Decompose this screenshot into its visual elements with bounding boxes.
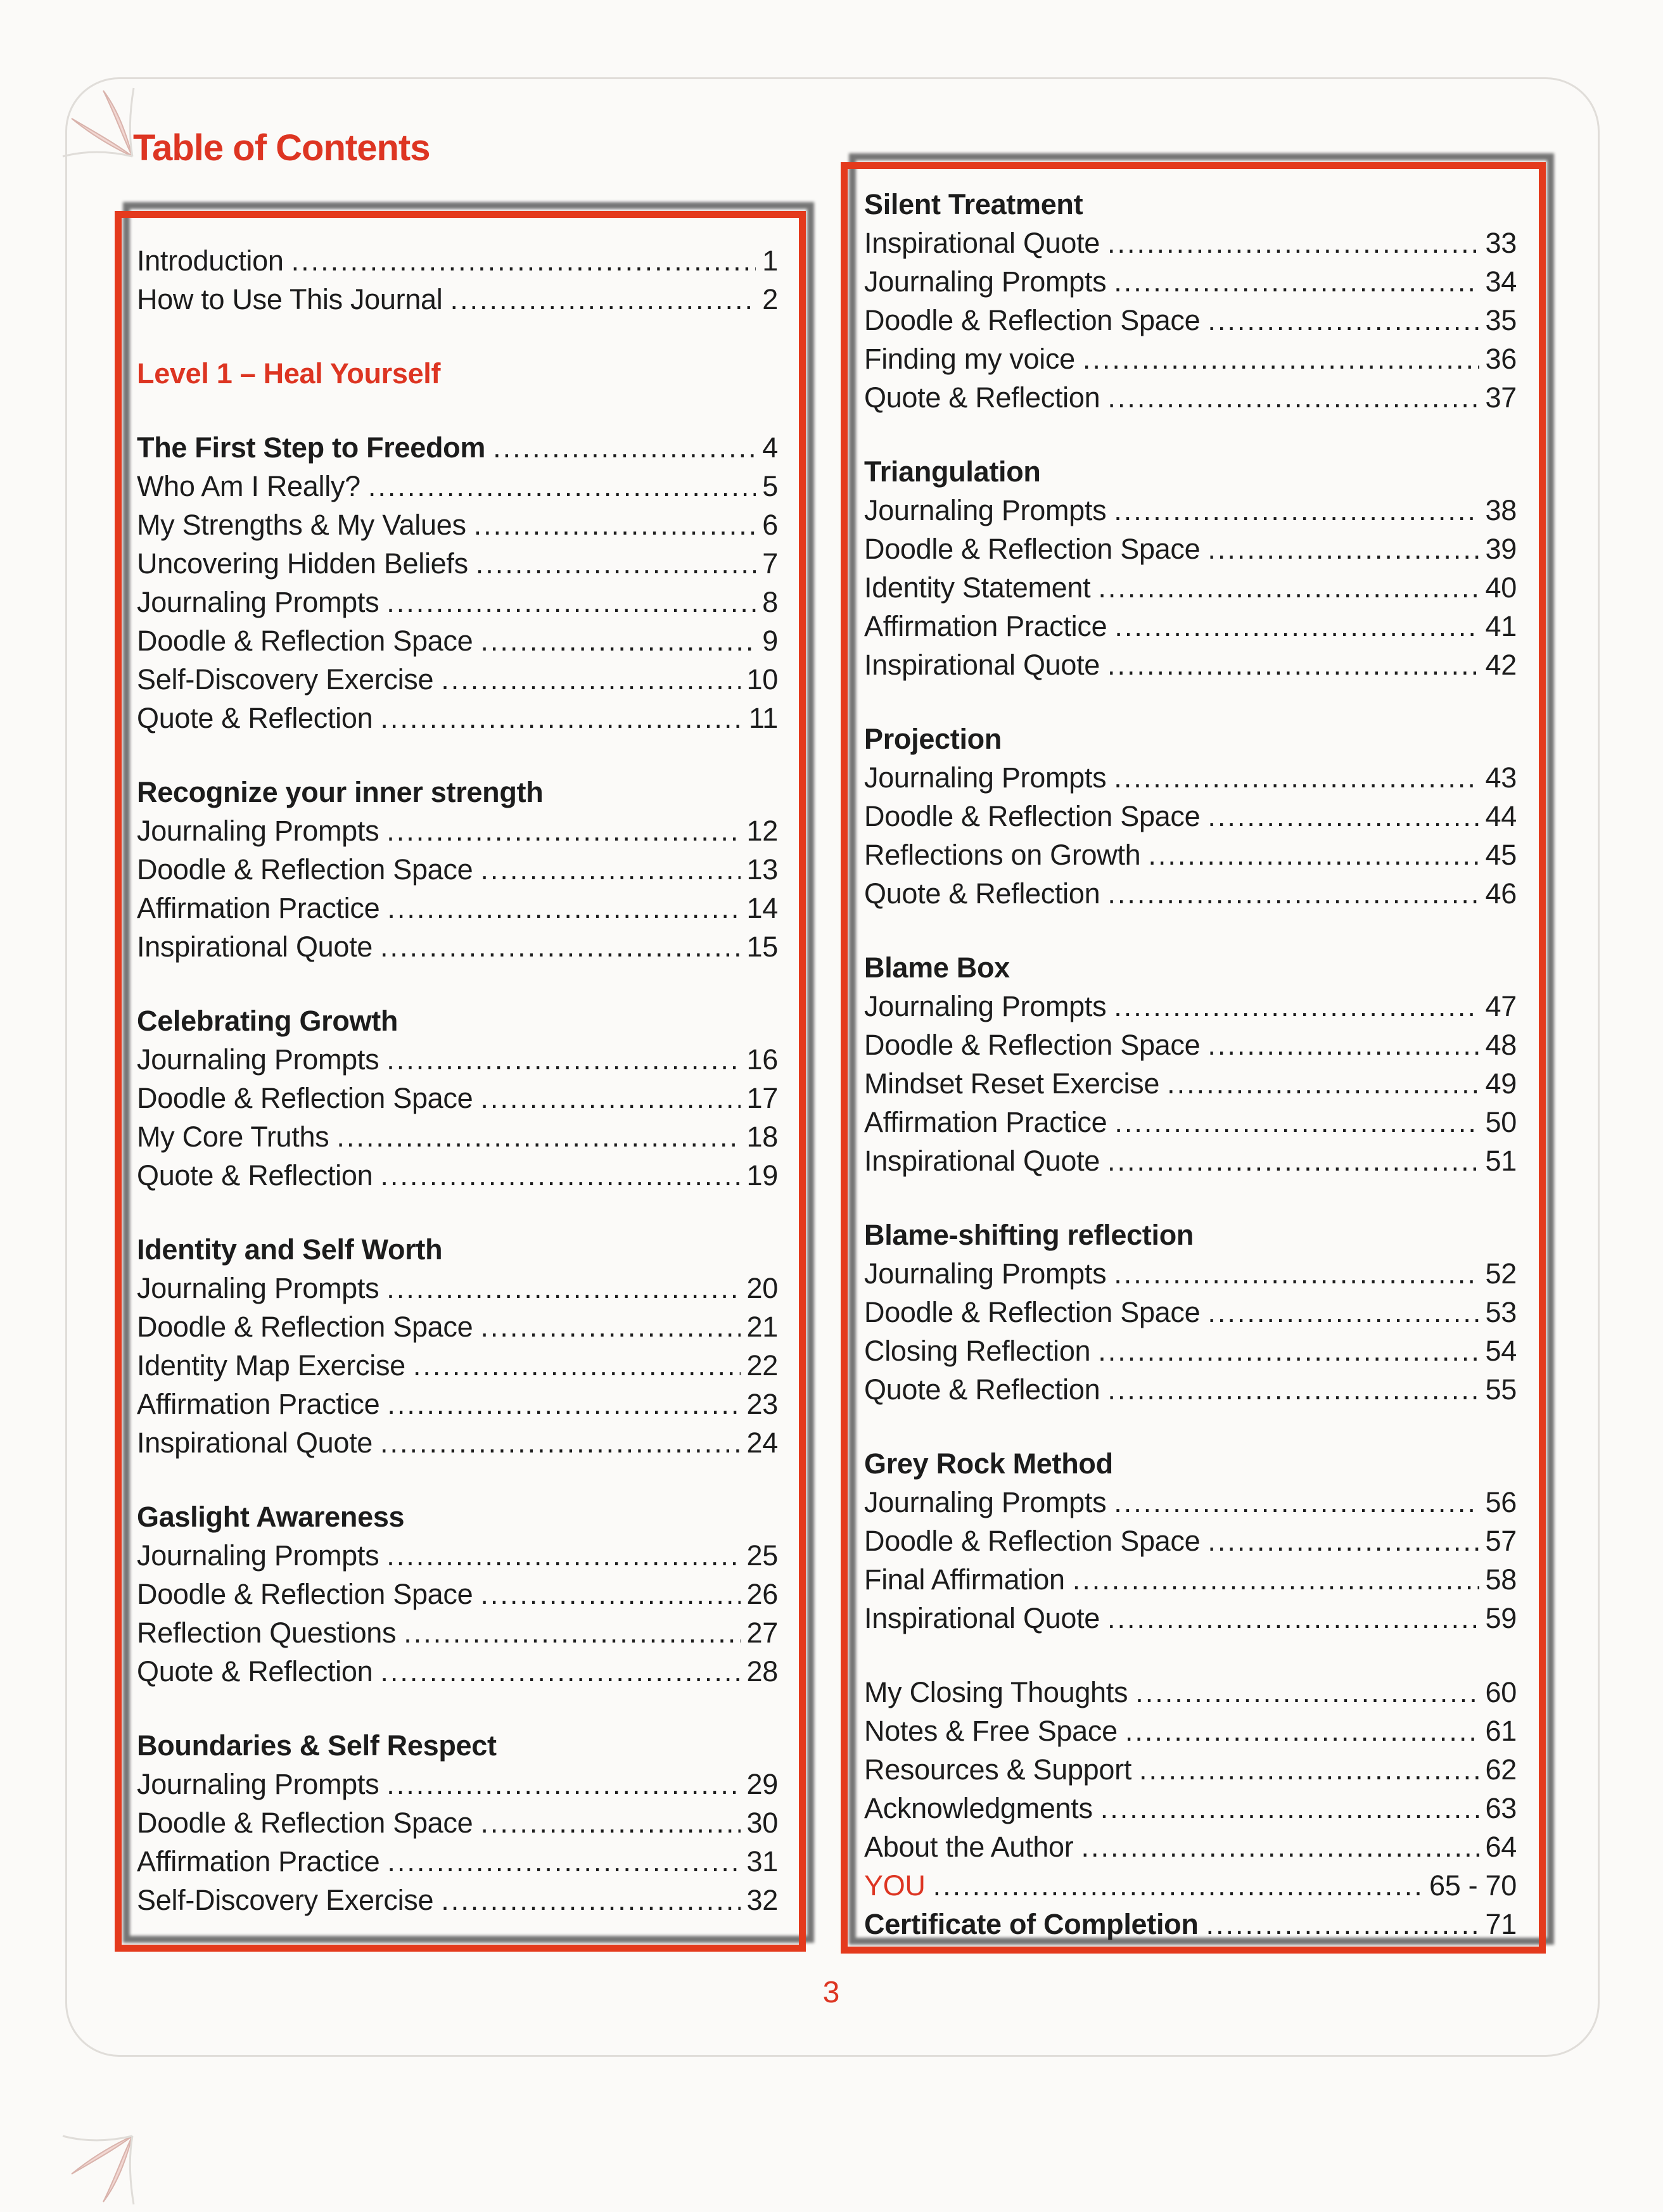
dot-leader: [441, 1881, 740, 1919]
toc-section: [137, 773, 778, 966]
toc-entry: [864, 491, 1517, 530]
toc-entry-page: 27: [746, 1617, 778, 1649]
toc-entry-label: Quote & Reflection: [137, 702, 373, 734]
dot-leader: [1100, 1789, 1479, 1827]
toc-entry-page: 43: [1485, 761, 1517, 794]
toc-entry-label: Doodle & Reflection Space: [864, 1029, 1201, 1061]
toc-section-heading: Boundaries & Self Respect: [137, 1729, 497, 1762]
toc-entry-page: 29: [746, 1768, 778, 1800]
toc-entry-page: 18: [746, 1121, 778, 1153]
toc-entry: [137, 1269, 778, 1307]
toc-entry: [864, 645, 1517, 684]
toc-entry-label: Doodle & Reflection Space: [137, 625, 473, 657]
toc-entry: [864, 987, 1517, 1026]
dot-leader: [1114, 607, 1479, 645]
dot-leader: [1207, 1293, 1479, 1332]
dot-leader: [1114, 262, 1479, 301]
toc-entry: [137, 1765, 778, 1803]
toc-entry: [864, 1141, 1517, 1180]
toc-entry-page: 28: [746, 1655, 778, 1688]
dot-leader: [1207, 301, 1479, 340]
dot-leader: [480, 1803, 740, 1842]
dot-leader: [380, 699, 742, 737]
toc-entry-page: 63: [1485, 1792, 1517, 1824]
toc-entry-label: How to Use This Journal: [137, 283, 443, 315]
dot-leader: [1114, 491, 1479, 530]
toc-entry: [137, 1575, 778, 1613]
dot-leader: [1107, 874, 1479, 913]
toc-section: [137, 1230, 778, 1462]
toc-entry: [864, 1522, 1517, 1560]
toc-entry-page: 41: [1485, 610, 1517, 642]
toc-entry-page: 46: [1485, 877, 1517, 910]
toc-entry: [137, 467, 778, 505]
toc-section-heading: Blame Box: [864, 951, 1010, 984]
toc-section-heading: Blame-shifting reflection: [864, 1219, 1194, 1251]
dot-leader: [1107, 224, 1479, 262]
toc-entry-page: 4: [762, 431, 778, 464]
toc-entry-label: Doodle & Reflection Space: [864, 800, 1201, 832]
toc-entry: [137, 889, 778, 927]
toc-entry-label: Affirmation Practice: [137, 892, 380, 924]
toc-entry-page: 60: [1485, 1676, 1517, 1708]
toc-entry: [864, 1103, 1517, 1141]
toc-entry-label: Doodle & Reflection Space: [137, 1807, 473, 1839]
dot-leader: [1083, 340, 1479, 378]
toc-section: [137, 1726, 778, 1919]
toc-entry-label: Doodle & Reflection Space: [864, 533, 1201, 565]
toc-entry-page: 8: [762, 586, 778, 618]
toc-entry-page: 54: [1485, 1335, 1517, 1367]
toc-entry-label: Inspirational Quote: [864, 1602, 1100, 1634]
toc-entry-page: 45: [1485, 839, 1517, 871]
toc-entry: [137, 428, 778, 467]
toc-entry: [137, 280, 778, 319]
dot-leader: [380, 1652, 740, 1691]
dot-leader: [386, 1536, 740, 1575]
toc-entry-page: 23: [746, 1388, 778, 1420]
dot-leader: [1107, 645, 1479, 684]
toc-entry: [864, 758, 1517, 797]
toc-entry: [864, 1905, 1517, 1943]
toc-entry-page: 17: [746, 1082, 778, 1114]
dot-leader: [480, 850, 740, 889]
toc-entry-page: 32: [746, 1884, 778, 1916]
toc-section: [137, 354, 778, 393]
toc-entry-label: Doodle & Reflection Space: [864, 1296, 1201, 1328]
dot-leader: [450, 280, 756, 319]
toc-entry-page: 13: [746, 853, 778, 886]
dot-leader: [386, 583, 756, 621]
toc-entry: [137, 241, 778, 280]
toc-entry: [864, 1370, 1517, 1409]
dot-leader: [1107, 1141, 1479, 1180]
toc-entry-label: Doodle & Reflection Space: [864, 304, 1201, 336]
toc-entry-label: Affirmation Practice: [137, 1388, 380, 1420]
toc-entry-label: Journaling Prompts: [137, 1768, 379, 1800]
toc-entry: [137, 1117, 778, 1156]
dot-leader: [413, 1346, 741, 1385]
toc-entry: [137, 1079, 778, 1117]
toc-entry: [137, 699, 778, 737]
dot-leader: [1098, 568, 1479, 607]
dot-leader: [387, 889, 740, 927]
toc-entry-label: Mindset Reset Exercise: [864, 1067, 1160, 1100]
toc-section-heading: Level 1 – Heal Yourself: [137, 357, 441, 390]
toc-entry-page: 11: [748, 702, 778, 734]
page-number: 3: [822, 1976, 840, 2009]
toc-entry-label: Affirmation Practice: [137, 1845, 380, 1878]
toc-entry-page: 2: [762, 283, 778, 315]
toc-entry-page: 42: [1485, 649, 1517, 681]
toc-entry-label: Journaling Prompts: [864, 1257, 1107, 1290]
toc-entry-label: Doodle & Reflection Space: [137, 853, 473, 886]
toc-entry: [137, 1040, 778, 1079]
toc-entry: [137, 621, 778, 660]
toc-entry-label: The First Step to Freedom: [137, 431, 486, 464]
toc-entry-page: 33: [1485, 227, 1517, 259]
toc-entry-label: Journaling Prompts: [137, 586, 379, 618]
toc-entry-label: Quote & Reflection: [137, 1159, 373, 1192]
toc-entry: [864, 530, 1517, 568]
toc-entry: [864, 874, 1517, 913]
dot-leader: [1081, 1827, 1479, 1866]
toc-entry-label: Journaling Prompts: [864, 1486, 1107, 1518]
dot-leader: [1114, 1483, 1479, 1522]
toc-entry-page: 21: [746, 1311, 778, 1343]
toc-entry: [137, 1156, 778, 1195]
dot-leader: [1135, 1673, 1479, 1712]
dot-leader: [336, 1117, 740, 1156]
toc-section-heading: Identity and Self Worth: [137, 1233, 443, 1266]
toc-entry-label: Inspirational Quote: [864, 227, 1100, 259]
dot-leader: [1073, 1560, 1479, 1599]
toc-entry-page: 39: [1485, 533, 1517, 565]
toc-entry-label: Doodle & Reflection Space: [137, 1311, 473, 1343]
toc-entry-label: My Strengths & My Values: [137, 509, 466, 541]
toc-entry: [137, 1842, 778, 1881]
toc-entry: [137, 1423, 778, 1462]
toc-entry-page: 25: [746, 1539, 778, 1572]
toc-entry: [864, 1064, 1517, 1103]
dot-leader: [476, 544, 756, 583]
dot-leader: [380, 1156, 740, 1195]
toc-column-right: [841, 162, 1546, 1954]
toc-entry-label: Inspirational Quote: [137, 931, 373, 963]
dot-leader: [1167, 1064, 1479, 1103]
dot-leader: [493, 428, 756, 467]
toc-entry-label: Journaling Prompts: [137, 1539, 379, 1572]
toc-entry-page: 62: [1485, 1753, 1517, 1786]
toc-section: [864, 1673, 1517, 1943]
toc-section-heading: Gaslight Awareness: [137, 1501, 405, 1533]
toc-section: [137, 241, 778, 319]
dot-leader: [1148, 836, 1479, 874]
left-toc-box: [115, 211, 806, 1952]
toc-entry-page: 55: [1485, 1373, 1517, 1406]
toc-entry: [864, 607, 1517, 645]
dot-leader: [480, 1079, 740, 1117]
toc-entry-label: Doodle & Reflection Space: [137, 1578, 473, 1610]
toc-entry: [864, 262, 1517, 301]
toc-column-left: [115, 211, 806, 1952]
toc-entry: [864, 836, 1517, 874]
toc-entry-label: YOU: [864, 1869, 926, 1902]
toc-entry-page: 53: [1485, 1296, 1517, 1328]
toc-entry: [864, 568, 1517, 607]
toc-entry: [864, 340, 1517, 378]
toc-entry-label: Self-Discovery Exercise: [137, 663, 434, 696]
dot-leader: [1098, 1332, 1479, 1370]
toc-entry-page: 40: [1485, 571, 1517, 604]
toc-entry-label: Acknowledgments: [864, 1792, 1093, 1824]
toc-entry: [137, 583, 778, 621]
toc-entry: [864, 301, 1517, 340]
dot-leader: [1207, 1026, 1479, 1064]
toc-entry-page: 37: [1485, 381, 1517, 414]
toc-entry-page: 15: [746, 931, 778, 963]
dot-leader: [380, 1423, 740, 1462]
toc-entry: [137, 1385, 778, 1423]
dot-leader: [1206, 1905, 1479, 1943]
toc-entry-page: 34: [1485, 265, 1517, 298]
dot-leader: [386, 1269, 740, 1307]
toc-section-heading: Projection: [864, 723, 1002, 755]
toc-section: [864, 452, 1517, 684]
toc-entry: [137, 1613, 778, 1652]
toc-entry: [864, 1789, 1517, 1827]
toc-entry: [137, 1803, 778, 1842]
dot-leader: [291, 241, 756, 280]
dot-leader: [1125, 1712, 1479, 1750]
toc-entry-label: Journaling Prompts: [137, 815, 379, 847]
toc-entry: [137, 505, 778, 544]
dot-leader: [1207, 797, 1479, 836]
toc-entry-label: Journaling Prompts: [864, 761, 1107, 794]
toc-entry-label: My Core Truths: [137, 1121, 329, 1153]
toc-entry-page: 61: [1485, 1715, 1517, 1747]
toc-entry: [864, 1293, 1517, 1332]
toc-entry: [864, 1560, 1517, 1599]
toc-entry-label: Quote & Reflection: [864, 381, 1100, 414]
toc-entry-page: 57: [1485, 1525, 1517, 1557]
toc-entry-page: 16: [746, 1043, 778, 1076]
toc-entry-page: 59: [1485, 1602, 1517, 1634]
toc-entry-label: Journaling Prompts: [137, 1043, 379, 1076]
toc-entry: [137, 1307, 778, 1346]
toc-entry-page: 48: [1485, 1029, 1517, 1061]
toc-entry-page: 5: [762, 470, 778, 502]
dot-leader: [1114, 1103, 1479, 1141]
toc-section-heading: Triangulation: [864, 455, 1041, 488]
toc-entry: [137, 1881, 778, 1919]
dot-leader: [368, 467, 756, 505]
dot-leader: [441, 660, 740, 699]
toc-entry-label: Resources & Support: [864, 1753, 1132, 1786]
toc-section-heading: Silent Treatment: [864, 188, 1083, 220]
toc-section: [864, 1444, 1517, 1637]
dot-leader: [386, 1765, 740, 1803]
toc-section: [137, 1497, 778, 1691]
dot-leader: [386, 1040, 740, 1079]
toc-entry: [137, 850, 778, 889]
toc-entry-page: 35: [1485, 304, 1517, 336]
dot-leader: [1207, 1522, 1479, 1560]
dot-leader: [387, 1385, 740, 1423]
dot-leader: [480, 1575, 740, 1613]
toc-section: [864, 720, 1517, 913]
toc-entry: [864, 797, 1517, 836]
toc-entry-label: Reflections on Growth: [864, 839, 1141, 871]
toc-section: [864, 1216, 1517, 1409]
toc-section-heading: Recognize your inner strength: [137, 776, 544, 808]
toc-entry: [137, 660, 778, 699]
toc-entry-page: 56: [1485, 1486, 1517, 1518]
toc-entry-label: Affirmation Practice: [864, 610, 1107, 642]
dot-leader: [387, 1842, 740, 1881]
toc-entry-page: 50: [1485, 1106, 1517, 1138]
toc-entry-label: Introduction: [137, 245, 284, 277]
dot-leader: [386, 811, 740, 850]
toc-entry: [864, 1750, 1517, 1789]
dot-leader: [480, 621, 756, 660]
dot-leader: [1114, 1254, 1479, 1293]
toc-entry: [137, 544, 778, 583]
toc-entry-page: 65 - 70: [1429, 1869, 1517, 1902]
toc-entry-label: Inspirational Quote: [864, 1145, 1100, 1177]
toc-entry: [864, 1026, 1517, 1064]
dot-leader: [1207, 530, 1479, 568]
toc-entry-page: 52: [1485, 1257, 1517, 1290]
toc-entry: [864, 1866, 1517, 1905]
toc-entry-page: 22: [746, 1349, 778, 1382]
toc-entry: [864, 224, 1517, 262]
toc-entry-page: 30: [746, 1807, 778, 1839]
dot-leader: [1114, 987, 1479, 1026]
toc-entry-page: 14: [746, 892, 778, 924]
toc-entry: [864, 1599, 1517, 1637]
toc-entry-label: Quote & Reflection: [864, 1373, 1100, 1406]
toc-entry-label: Quote & Reflection: [864, 877, 1100, 910]
toc-entry-page: 58: [1485, 1563, 1517, 1596]
toc-section-heading: Celebrating Growth: [137, 1005, 398, 1037]
toc-entry-page: 20: [746, 1272, 778, 1304]
toc-entry: [864, 1712, 1517, 1750]
toc-entry-page: 6: [762, 509, 778, 541]
toc-entry-page: 51: [1485, 1145, 1517, 1177]
toc-entry-label: Identity Statement: [864, 571, 1091, 604]
toc-entry: [137, 1346, 778, 1385]
toc-entry-page: 19: [746, 1159, 778, 1192]
toc-entry-label: Journaling Prompts: [864, 265, 1107, 298]
toc-entry: [864, 1332, 1517, 1370]
toc-entry-label: Affirmation Practice: [864, 1106, 1107, 1138]
toc-entry-page: 1: [762, 245, 778, 277]
toc-entry-label: Doodle & Reflection Space: [864, 1525, 1201, 1557]
dot-leader: [1107, 378, 1479, 417]
toc-entry: [864, 1827, 1517, 1866]
toc-entry-label: Identity Map Exercise: [137, 1349, 405, 1382]
toc-entry-label: Journaling Prompts: [864, 494, 1107, 526]
toc-entry-label: Closing Reflection: [864, 1335, 1091, 1367]
toc-entry-label: Inspirational Quote: [137, 1427, 373, 1459]
toc-entry-label: Doodle & Reflection Space: [137, 1082, 473, 1114]
toc-entry-page: 47: [1485, 990, 1517, 1022]
toc-entry: [137, 1652, 778, 1691]
dot-leader: [1107, 1370, 1479, 1409]
toc-entry-label: Certificate of Completion: [864, 1908, 1199, 1940]
toc-entry-page: 49: [1485, 1067, 1517, 1100]
corner-flourish-icon: [56, 2111, 158, 2212]
dot-leader: [933, 1866, 1423, 1905]
toc-entry: [864, 1673, 1517, 1712]
toc-entry: [137, 1536, 778, 1575]
toc-entry-label: Finding my voice: [864, 343, 1075, 375]
toc-entry-page: 71: [1485, 1908, 1517, 1940]
toc-entry-page: 7: [762, 547, 778, 580]
toc-section: [137, 428, 778, 737]
toc-section: [137, 1001, 778, 1195]
corner-flourish-icon: [1641, 80, 1663, 182]
page-title: Table of Contents: [133, 127, 430, 168]
dot-leader: [474, 505, 756, 544]
toc-section: [864, 185, 1517, 417]
toc-entry: [137, 811, 778, 850]
right-toc-box: [841, 162, 1546, 1954]
toc-entry-page: 38: [1485, 494, 1517, 526]
dot-leader: [1114, 758, 1479, 797]
toc-entry-label: Reflection Questions: [137, 1617, 397, 1649]
dot-leader: [1107, 1599, 1479, 1637]
toc-entry-page: 44: [1485, 800, 1517, 832]
toc-entry-page: 64: [1485, 1831, 1517, 1863]
toc-entry-label: Notes & Free Space: [864, 1715, 1118, 1747]
toc-entry-page: 12: [746, 815, 778, 847]
toc-section-heading: Grey Rock Method: [864, 1447, 1113, 1480]
toc-entry-label: Quote & Reflection: [137, 1655, 373, 1688]
toc-entry: [864, 1254, 1517, 1293]
toc-section: [864, 948, 1517, 1180]
toc-entry-label: Journaling Prompts: [864, 990, 1107, 1022]
toc-entry-label: Who Am I Really?: [137, 470, 360, 502]
toc-entry-label: Final Affirmation: [864, 1563, 1065, 1596]
toc-entry-label: Inspirational Quote: [864, 649, 1100, 681]
toc-entry-page: 36: [1485, 343, 1517, 375]
toc-entry-label: Journaling Prompts: [137, 1272, 379, 1304]
toc-entry-label: Uncovering Hidden Beliefs: [137, 547, 468, 580]
toc-entry: [137, 927, 778, 966]
dot-leader: [404, 1613, 740, 1652]
toc-entry-page: 26: [746, 1578, 778, 1610]
dot-leader: [380, 927, 740, 966]
toc-entry-page: 9: [762, 625, 778, 657]
toc-entry: [864, 378, 1517, 417]
toc-entry-page: 31: [746, 1845, 778, 1878]
toc-entry-label: Self-Discovery Exercise: [137, 1884, 434, 1916]
dot-leader: [1139, 1750, 1479, 1789]
toc-entry-label: My Closing Thoughts: [864, 1676, 1128, 1708]
toc-entry-page: 10: [746, 663, 778, 696]
dot-leader: [480, 1307, 740, 1346]
corner-flourish-icon: [1641, 2111, 1663, 2212]
toc-entry-label: About the Author: [864, 1831, 1074, 1863]
toc-entry: [864, 1483, 1517, 1522]
toc-entry-page: 24: [746, 1427, 778, 1459]
